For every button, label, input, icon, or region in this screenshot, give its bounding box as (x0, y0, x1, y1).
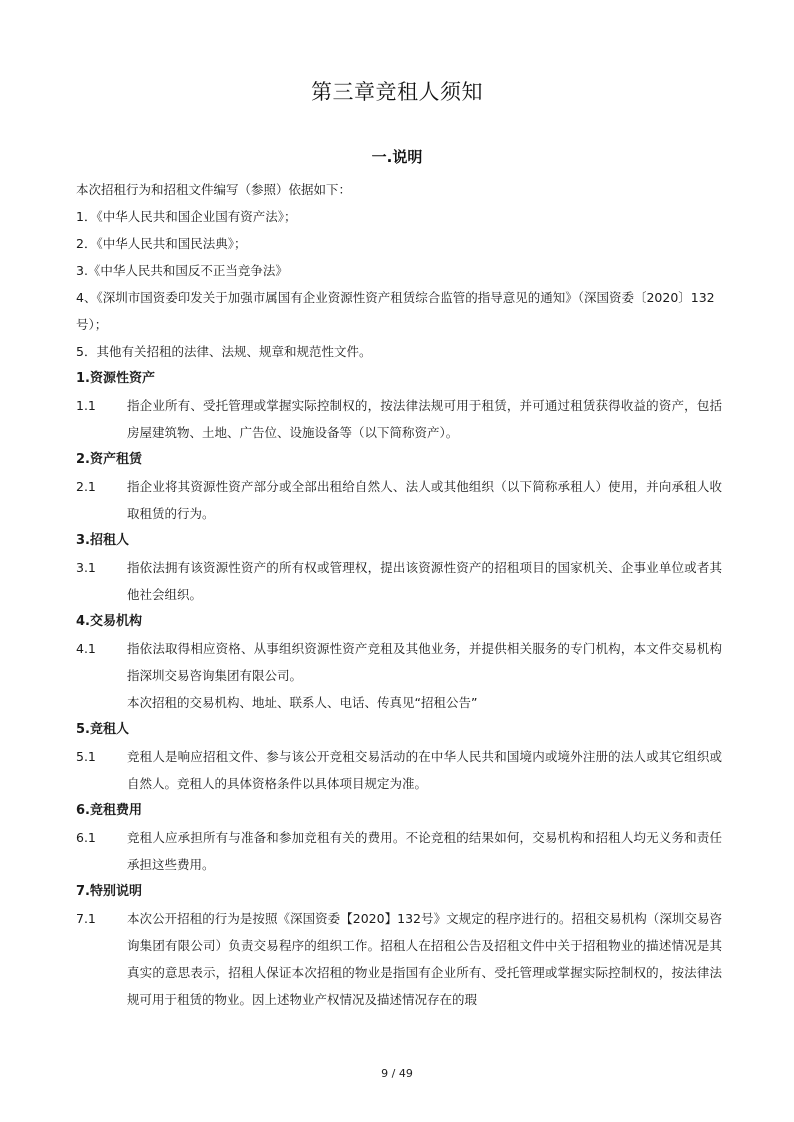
page-number: 9 / 49 (381, 1067, 413, 1080)
intro-text: 本次招租行为和招租文件编写（参照）依据如下： (76, 182, 352, 197)
clause-number: 2.1 (76, 479, 96, 494)
section-heading: 3.招租人 (76, 533, 129, 548)
clause-number: 1.1 (76, 398, 96, 413)
clause (76, 635, 722, 689)
clause-text: 指企业所有、受托管理或掌握实际控制权的，按法律法规可用于租赁，并可通过租赁获得收益的资产，包括房屋建筑物、土地、广告位、设施设备等（以下简称资产）。 (127, 398, 722, 440)
clause (76, 743, 722, 797)
clause (76, 392, 722, 446)
clause-text: 指依法取得相应资格、从事组织资源性资产竞租及其他业务，并提供相关服务的专门机构，本文件交易机构指深圳交易咨询集团有限公司。 (127, 641, 722, 683)
clause-number: 3.1 (76, 560, 96, 575)
section-heading: 4.交易机构 (76, 614, 142, 629)
section-heading: 6.竞租费用 (76, 803, 142, 818)
basis-item: 1．《中华人民共和国企业国有资产法》； (76, 209, 297, 224)
clause-number: 4.1 (76, 641, 96, 656)
section-heading: 5.竞租人 (76, 722, 129, 737)
section-title: 一.说明 (371, 148, 423, 166)
clause (76, 824, 722, 878)
clause-text: 竞租人应承担所有与准备和参加竞租有关的费用。不论竞租的结果如何，交易机构和招租人均无义务和责任承担这些费用。 (127, 830, 722, 872)
clause-number: 6.1 (76, 830, 96, 845)
clause-number: 7.1 (76, 911, 96, 926)
basis-item: 4、《深圳市国资委印发关于加强市属国有企业资源性资产租赁综合监管的指导意见的通知》（深国资委〔2020〕132号）； (76, 290, 715, 332)
chapter-title: 第三章竞租人须知 (311, 80, 483, 104)
clause-extra-text: 本次招租的交易机构、地址、联系人、电话、传真见“招租公告” (127, 695, 478, 710)
clause (76, 473, 722, 527)
clause-text: 竞租人是响应招租文件、参与该公开竞租交易活动的在中华人民共和国境内或境外注册的法人或其它组织或自然人。竞租人的具体资格条件以具体项目规定为准。 (127, 749, 722, 791)
basis-item: 5．其他有关招租的法律、法规、规章和规范性文件。 (76, 344, 372, 359)
document-body (76, 176, 722, 1013)
section-heading: 1.资源性资产 (76, 371, 155, 386)
basis-item: 3.《中华人民共和国反不正当竞争法》 (76, 263, 288, 278)
clause-text: 指依法拥有该资源性资产的所有权或管理权，提出该资源性资产的招租项目的国家机关、企事业单位或者其他社会组织。 (127, 560, 722, 602)
section-heading: 2.资产租赁 (76, 452, 142, 467)
basis-item: 2．《中华人民共和国民法典》； (76, 236, 247, 251)
clause (76, 905, 722, 1013)
clause-text: 指企业将其资源性资产部分或全部出租给自然人、法人或其他组织（以下简称承租人）使用，并向承租人收取租赁的行为。 (127, 479, 722, 521)
clause-number: 5.1 (76, 749, 96, 764)
clause-text: 本次公开招租的行为是按照《深国资委【2020】132号》文规定的程序进行的。招租交易机构（深圳交易咨询集团有限公司）负责交易程序的组织工作。招租人在招租公告及招租文件中关于招租物业的描述情况是其真实的意思表示，招租人保证本次招租的物业是指国有企业所有、受托管理或掌握实际控制权的，按法律法规可用于租赁的物业。因上述物业产权情况及描述情况存在的瑕 (127, 911, 722, 1007)
clause (76, 554, 722, 608)
section-heading: 7.特别说明 (76, 884, 142, 899)
